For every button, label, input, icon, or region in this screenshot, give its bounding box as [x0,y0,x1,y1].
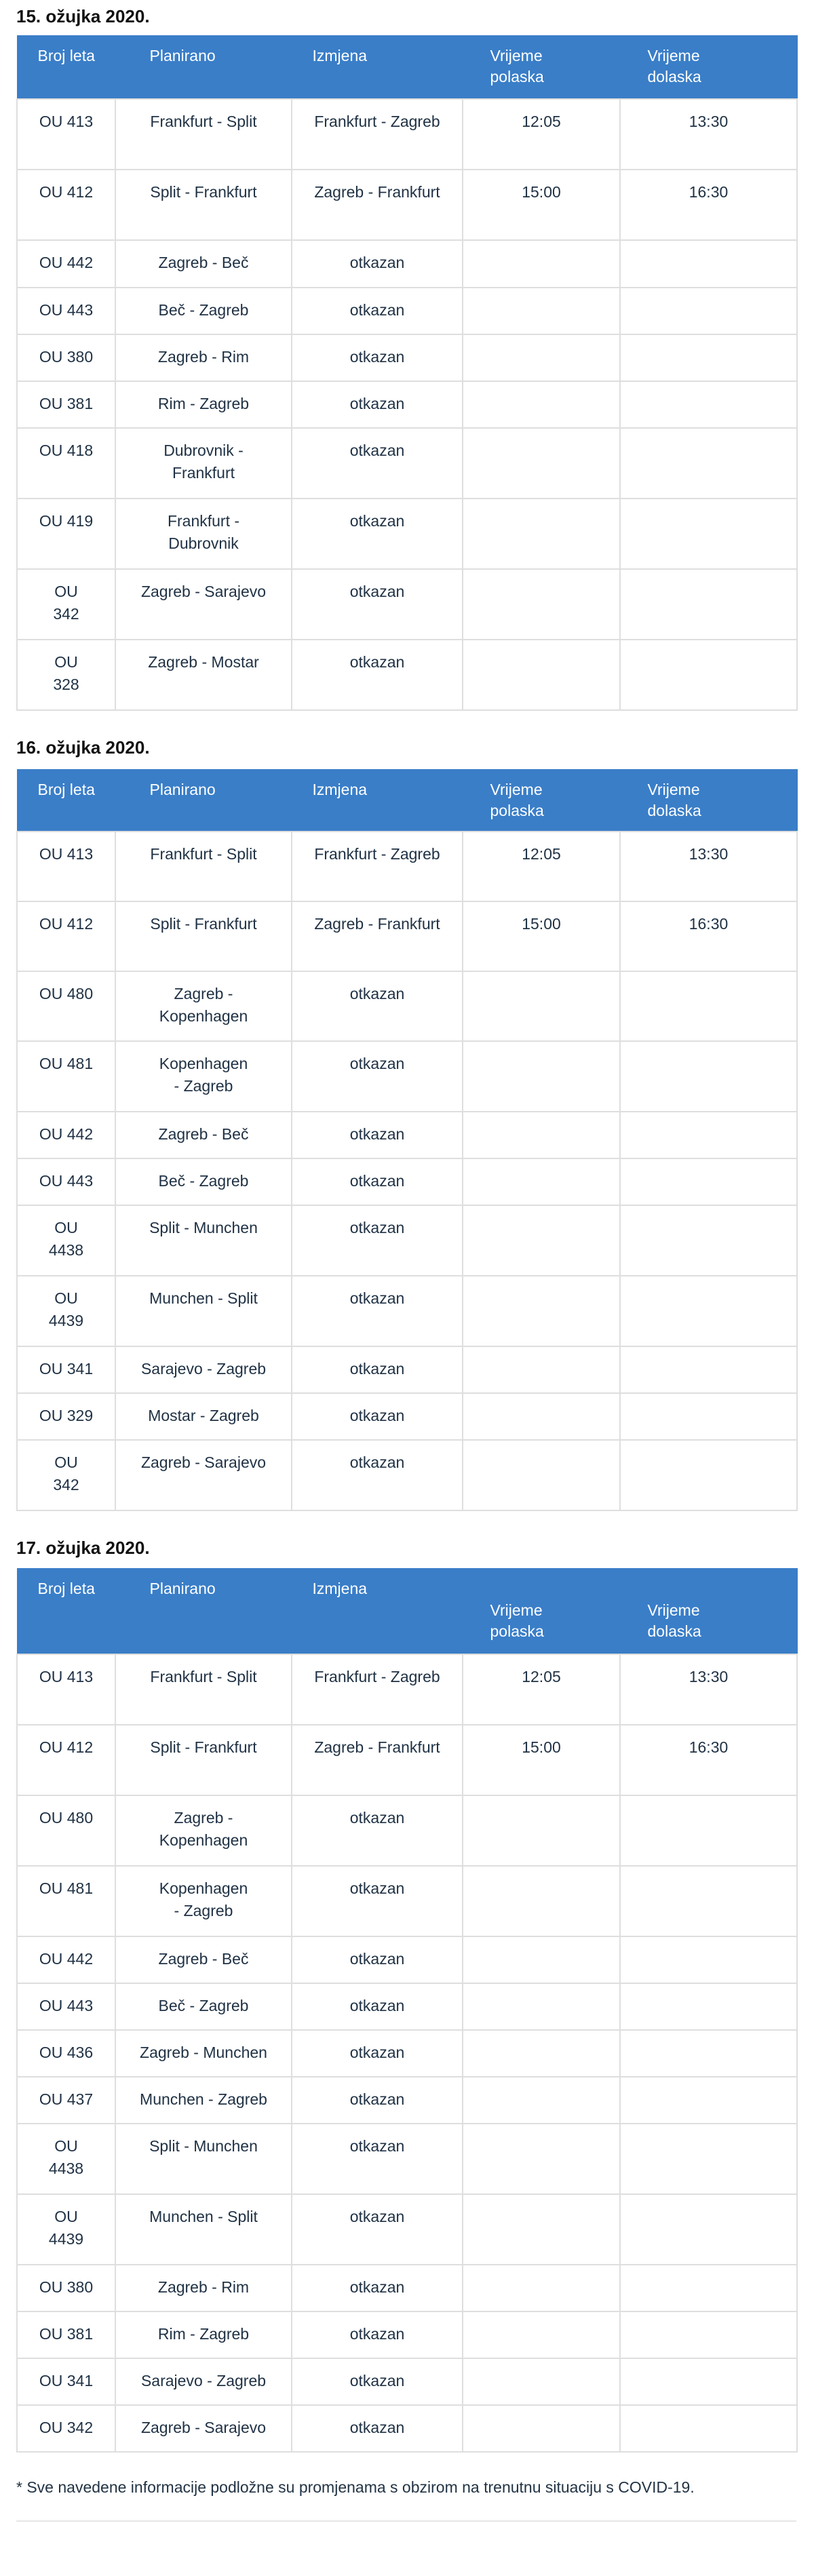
arrival-time [620,240,797,288]
departure-time [463,334,620,381]
planned-route: Kopenhagen - Zagreb [115,1041,292,1112]
arrival-time [620,2265,797,2311]
changed-route: otkazan [292,1112,463,1158]
flight-number: OU 4439 [17,1276,115,1346]
departure-time [463,2265,620,2311]
arrival-time [620,2358,797,2405]
flight-number: OU 4438 [17,2124,115,2194]
flight-number: OU 412 [17,1725,115,1795]
flight-number: OU 381 [17,2311,115,2358]
table-row [17,1112,797,1158]
day-heading: 15. ožujka 2020. [16,6,150,26]
day-heading: 16. ožujka 2020. [16,737,150,758]
arrival-time [620,1936,797,1983]
departure-time: 12:05 [463,1654,620,1725]
departure-time [463,1276,620,1346]
planned-route: Munchen - Zagreb [115,2077,292,2124]
header-arrival: Vrijeme dolaska [620,769,797,832]
departure-time [463,1440,620,1510]
departure-time: 15:00 [463,1725,620,1795]
departure-time [463,1158,620,1205]
table-row [17,2311,797,2358]
arrival-time [620,971,797,1041]
table-row [17,640,797,710]
header-planned: Planirano [115,36,292,99]
day-block-2 [16,731,796,1512]
changed-route: otkazan [292,569,463,640]
table-row [17,1276,797,1346]
changed-route: otkazan [292,2077,463,2124]
table-row [17,2194,797,2265]
departure-time [463,569,620,640]
departure-time [463,1346,620,1393]
planned-route: Zagreb - Kopenhagen [115,1795,292,1866]
arrival-time: 16:30 [620,1725,797,1795]
planned-route: Zagreb - Beč [115,1936,292,1983]
changed-route: otkazan [292,1158,463,1205]
arrival-time [620,2030,797,2077]
planned-route: Split - Frankfurt [115,170,292,240]
departure-time [463,2077,620,2124]
departure-time [463,2194,620,2265]
planned-route: Frankfurt - Split [115,99,292,170]
flight-table [16,35,798,711]
departure-time [463,2311,620,2358]
changed-route: Zagreb - Frankfurt [292,1725,463,1795]
table-row [17,1440,797,1510]
arrival-time [620,1393,797,1440]
flight-number: OU 329 [17,1393,115,1440]
header-planned: Planirano [115,1569,292,1654]
table-row [17,2405,797,2452]
changed-route: otkazan [292,2124,463,2194]
planned-route: Zagreb - Kopenhagen [115,971,292,1041]
departure-time: 15:00 [463,170,620,240]
table-row [17,1654,797,1725]
flight-number: OU 342 [17,2405,115,2452]
flight-number: OU 443 [17,1158,115,1205]
day-heading: 17. ožujka 2020. [16,1538,150,1558]
arrival-time [620,1158,797,1205]
table-row [17,1983,797,2030]
planned-route: Frankfurt - Dubrovnik [115,499,292,569]
planned-route: Zagreb - Beč [115,1112,292,1158]
table-row [17,1866,797,1936]
day-block-3 [16,1531,796,2453]
arrival-time [620,2311,797,2358]
table-row [17,971,797,1041]
changed-route: Frankfurt - Zagreb [292,1654,463,1725]
planned-route: Dubrovnik - Frankfurt [115,428,292,499]
flight-number: OU 342 [17,569,115,640]
planned-route: Frankfurt - Split [115,1654,292,1725]
departure-time [463,1393,620,1440]
planned-route: Sarajevo - Zagreb [115,1346,292,1393]
arrival-time [620,640,797,710]
changed-route: otkazan [292,1795,463,1866]
table-row [17,832,797,901]
changed-route: otkazan [292,2194,463,2265]
planned-route: Split - Munchen [115,2124,292,2194]
departure-time [463,1936,620,1983]
arrival-time [620,1041,797,1112]
arrival-time [620,428,797,499]
arrival-time [620,334,797,381]
table-row [17,569,797,640]
changed-route: otkazan [292,2358,463,2405]
departure-time [463,1795,620,1866]
header-change: Izmjena [292,769,463,832]
departure-time [463,1983,620,2030]
changed-route: otkazan [292,1936,463,1983]
table-row [17,1041,797,1112]
changed-route: otkazan [292,1866,463,1936]
planned-route: Kopenhagen - Zagreb [115,1866,292,1936]
changed-route: otkazan [292,1983,463,2030]
flight-number: OU 419 [17,499,115,569]
flight-number: OU 380 [17,2265,115,2311]
flight-number: OU 413 [17,832,115,901]
changed-route: otkazan [292,499,463,569]
planned-route: Zagreb - Munchen [115,2030,292,2077]
day-block-1 [16,0,796,711]
departure-time: 12:05 [463,99,620,170]
departure-time [463,1205,620,1276]
table-header-row [17,769,797,832]
planned-route: Zagreb - Beč [115,240,292,288]
flight-table [16,1568,798,2453]
arrival-time [620,381,797,428]
flight-number: OU 328 [17,640,115,710]
table-row [17,2124,797,2194]
flight-number: OU 437 [17,2077,115,2124]
departure-time [463,240,620,288]
table-row [17,99,797,170]
departure-time [463,1041,620,1112]
content [16,0,796,2522]
planned-route: Sarajevo - Zagreb [115,2358,292,2405]
flight-number: OU 380 [17,334,115,381]
departure-time [463,1866,620,1936]
arrival-time [620,569,797,640]
departure-time: 15:00 [463,901,620,971]
planned-route: Zagreb - Sarajevo [115,2405,292,2452]
flight-number: OU 342 [17,1440,115,1510]
flight-table [16,769,798,1512]
header-arrival: Vrijeme dolaska [620,1569,797,1654]
changed-route: otkazan [292,2265,463,2311]
arrival-time [620,2405,797,2452]
header-change: Izmjena [292,36,463,99]
departure-time [463,381,620,428]
planned-route: Munchen - Split [115,2194,292,2265]
table-row [17,2358,797,2405]
planned-route: Split - Frankfurt [115,901,292,971]
header-departure: Vrijeme polaska [463,769,620,832]
planned-route: Beč - Zagreb [115,1158,292,1205]
table-row [17,2077,797,2124]
flight-number: OU 412 [17,170,115,240]
changed-route: otkazan [292,1205,463,1276]
table-row [17,1795,797,1866]
arrival-time [620,1795,797,1866]
flight-number: OU 443 [17,1983,115,2030]
planned-route: Rim - Zagreb [115,381,292,428]
table-row [17,381,797,428]
flight-number: OU 481 [17,1041,115,1112]
table-row [17,170,797,240]
flight-number: OU 442 [17,1936,115,1983]
table-row [17,2030,797,2077]
header-flight-number: Broj leta [17,1569,115,1654]
arrival-time [620,1276,797,1346]
changed-route: otkazan [292,428,463,499]
departure-time [463,2030,620,2077]
table-row [17,1393,797,1440]
departure-time: 12:05 [463,832,620,901]
header-flight-number: Broj leta [17,36,115,99]
flight-number: OU 436 [17,2030,115,2077]
planned-route: Beč - Zagreb [115,288,292,334]
arrival-time [620,1866,797,1936]
planned-route: Beč - Zagreb [115,1983,292,2030]
table-row [17,428,797,499]
changed-route: otkazan [292,334,463,381]
flight-number: OU 413 [17,1654,115,1725]
planned-route: Zagreb - Mostar [115,640,292,710]
departure-time [463,499,620,569]
table-row [17,1205,797,1276]
arrival-time [620,2194,797,2265]
flight-number: OU 480 [17,1795,115,1866]
arrival-time [620,288,797,334]
changed-route: otkazan [292,971,463,1041]
changed-route: otkazan [292,240,463,288]
changed-route: otkazan [292,381,463,428]
flight-number: OU 381 [17,381,115,428]
header-arrival: Vrijeme dolaska [620,36,797,99]
table-row [17,1158,797,1205]
table-row [17,1936,797,1983]
flight-number: OU 443 [17,288,115,334]
changed-route: otkazan [292,2311,463,2358]
arrival-time [620,2124,797,2194]
flight-number: OU 412 [17,901,115,971]
flight-number: OU 481 [17,1866,115,1936]
table-row [17,1725,797,1795]
arrival-time: 13:30 [620,832,797,901]
departure-time [463,288,620,334]
planned-route: Mostar - Zagreb [115,1393,292,1440]
departure-time [463,640,620,710]
arrival-time: 16:30 [620,170,797,240]
planned-route: Munchen - Split [115,1276,292,1346]
header-flight-number: Broj leta [17,769,115,832]
changed-route: Zagreb - Frankfurt [292,901,463,971]
departure-time [463,428,620,499]
arrival-time [620,1440,797,1510]
table-header-row [17,1569,797,1654]
flight-number: OU 341 [17,1346,115,1393]
divider [16,2520,796,2522]
changed-route: otkazan [292,1440,463,1510]
table-row [17,1346,797,1393]
departure-time [463,2358,620,2405]
flight-number: OU 442 [17,1112,115,1158]
arrival-time [620,499,797,569]
table-row [17,2265,797,2311]
changed-route: Zagreb - Frankfurt [292,170,463,240]
flight-number: OU 418 [17,428,115,499]
table-row [17,901,797,971]
planned-route: Split - Frankfurt [115,1725,292,1795]
changed-route: otkazan [292,1346,463,1393]
changed-route: otkazan [292,1276,463,1346]
flight-number: OU 480 [17,971,115,1041]
header-departure: Vrijeme polaska [463,36,620,99]
arrival-time [620,1112,797,1158]
planned-route: Rim - Zagreb [115,2311,292,2358]
changed-route: otkazan [292,1041,463,1112]
header-departure: Vrijeme polaska [463,1569,620,1654]
changed-route: otkazan [292,640,463,710]
planned-route: Frankfurt - Split [115,832,292,901]
flight-number: OU 4438 [17,1205,115,1276]
table-row [17,240,797,288]
planned-route: Zagreb - Sarajevo [115,569,292,640]
table-header-row [17,36,797,99]
header-planned: Planirano [115,769,292,832]
flight-number: OU 4439 [17,2194,115,2265]
arrival-time [620,1346,797,1393]
arrival-time [620,1205,797,1276]
arrival-time: 13:30 [620,1654,797,1725]
changed-route: otkazan [292,288,463,334]
changed-route: otkazan [292,1393,463,1440]
departure-time [463,2124,620,2194]
flight-number: OU 413 [17,99,115,170]
changed-route: Frankfurt - Zagreb [292,99,463,170]
departure-time [463,2405,620,2452]
planned-route: Zagreb - Rim [115,2265,292,2311]
planned-route: Zagreb - Rim [115,334,292,381]
arrival-time: 16:30 [620,901,797,971]
departure-time [463,971,620,1041]
arrival-time [620,2077,797,2124]
table-row [17,499,797,569]
changed-route: otkazan [292,2405,463,2452]
header-change: Izmjena [292,1569,463,1654]
planned-route: Split - Munchen [115,1205,292,1276]
arrival-time [620,1983,797,2030]
table-row [17,288,797,334]
arrival-time: 13:30 [620,99,797,170]
changed-route: otkazan [292,2030,463,2077]
planned-route: Zagreb - Sarajevo [115,1440,292,1510]
covid-footnote: * Sve navedene informacije podložne su promjenama s obzirom na trenutnu situaciju s COVID-19. [16,2478,695,2496]
changed-route: Frankfurt - Zagreb [292,832,463,901]
table-row [17,334,797,381]
departure-time [463,1112,620,1158]
flight-number: OU 442 [17,240,115,288]
flight-number: OU 341 [17,2358,115,2405]
